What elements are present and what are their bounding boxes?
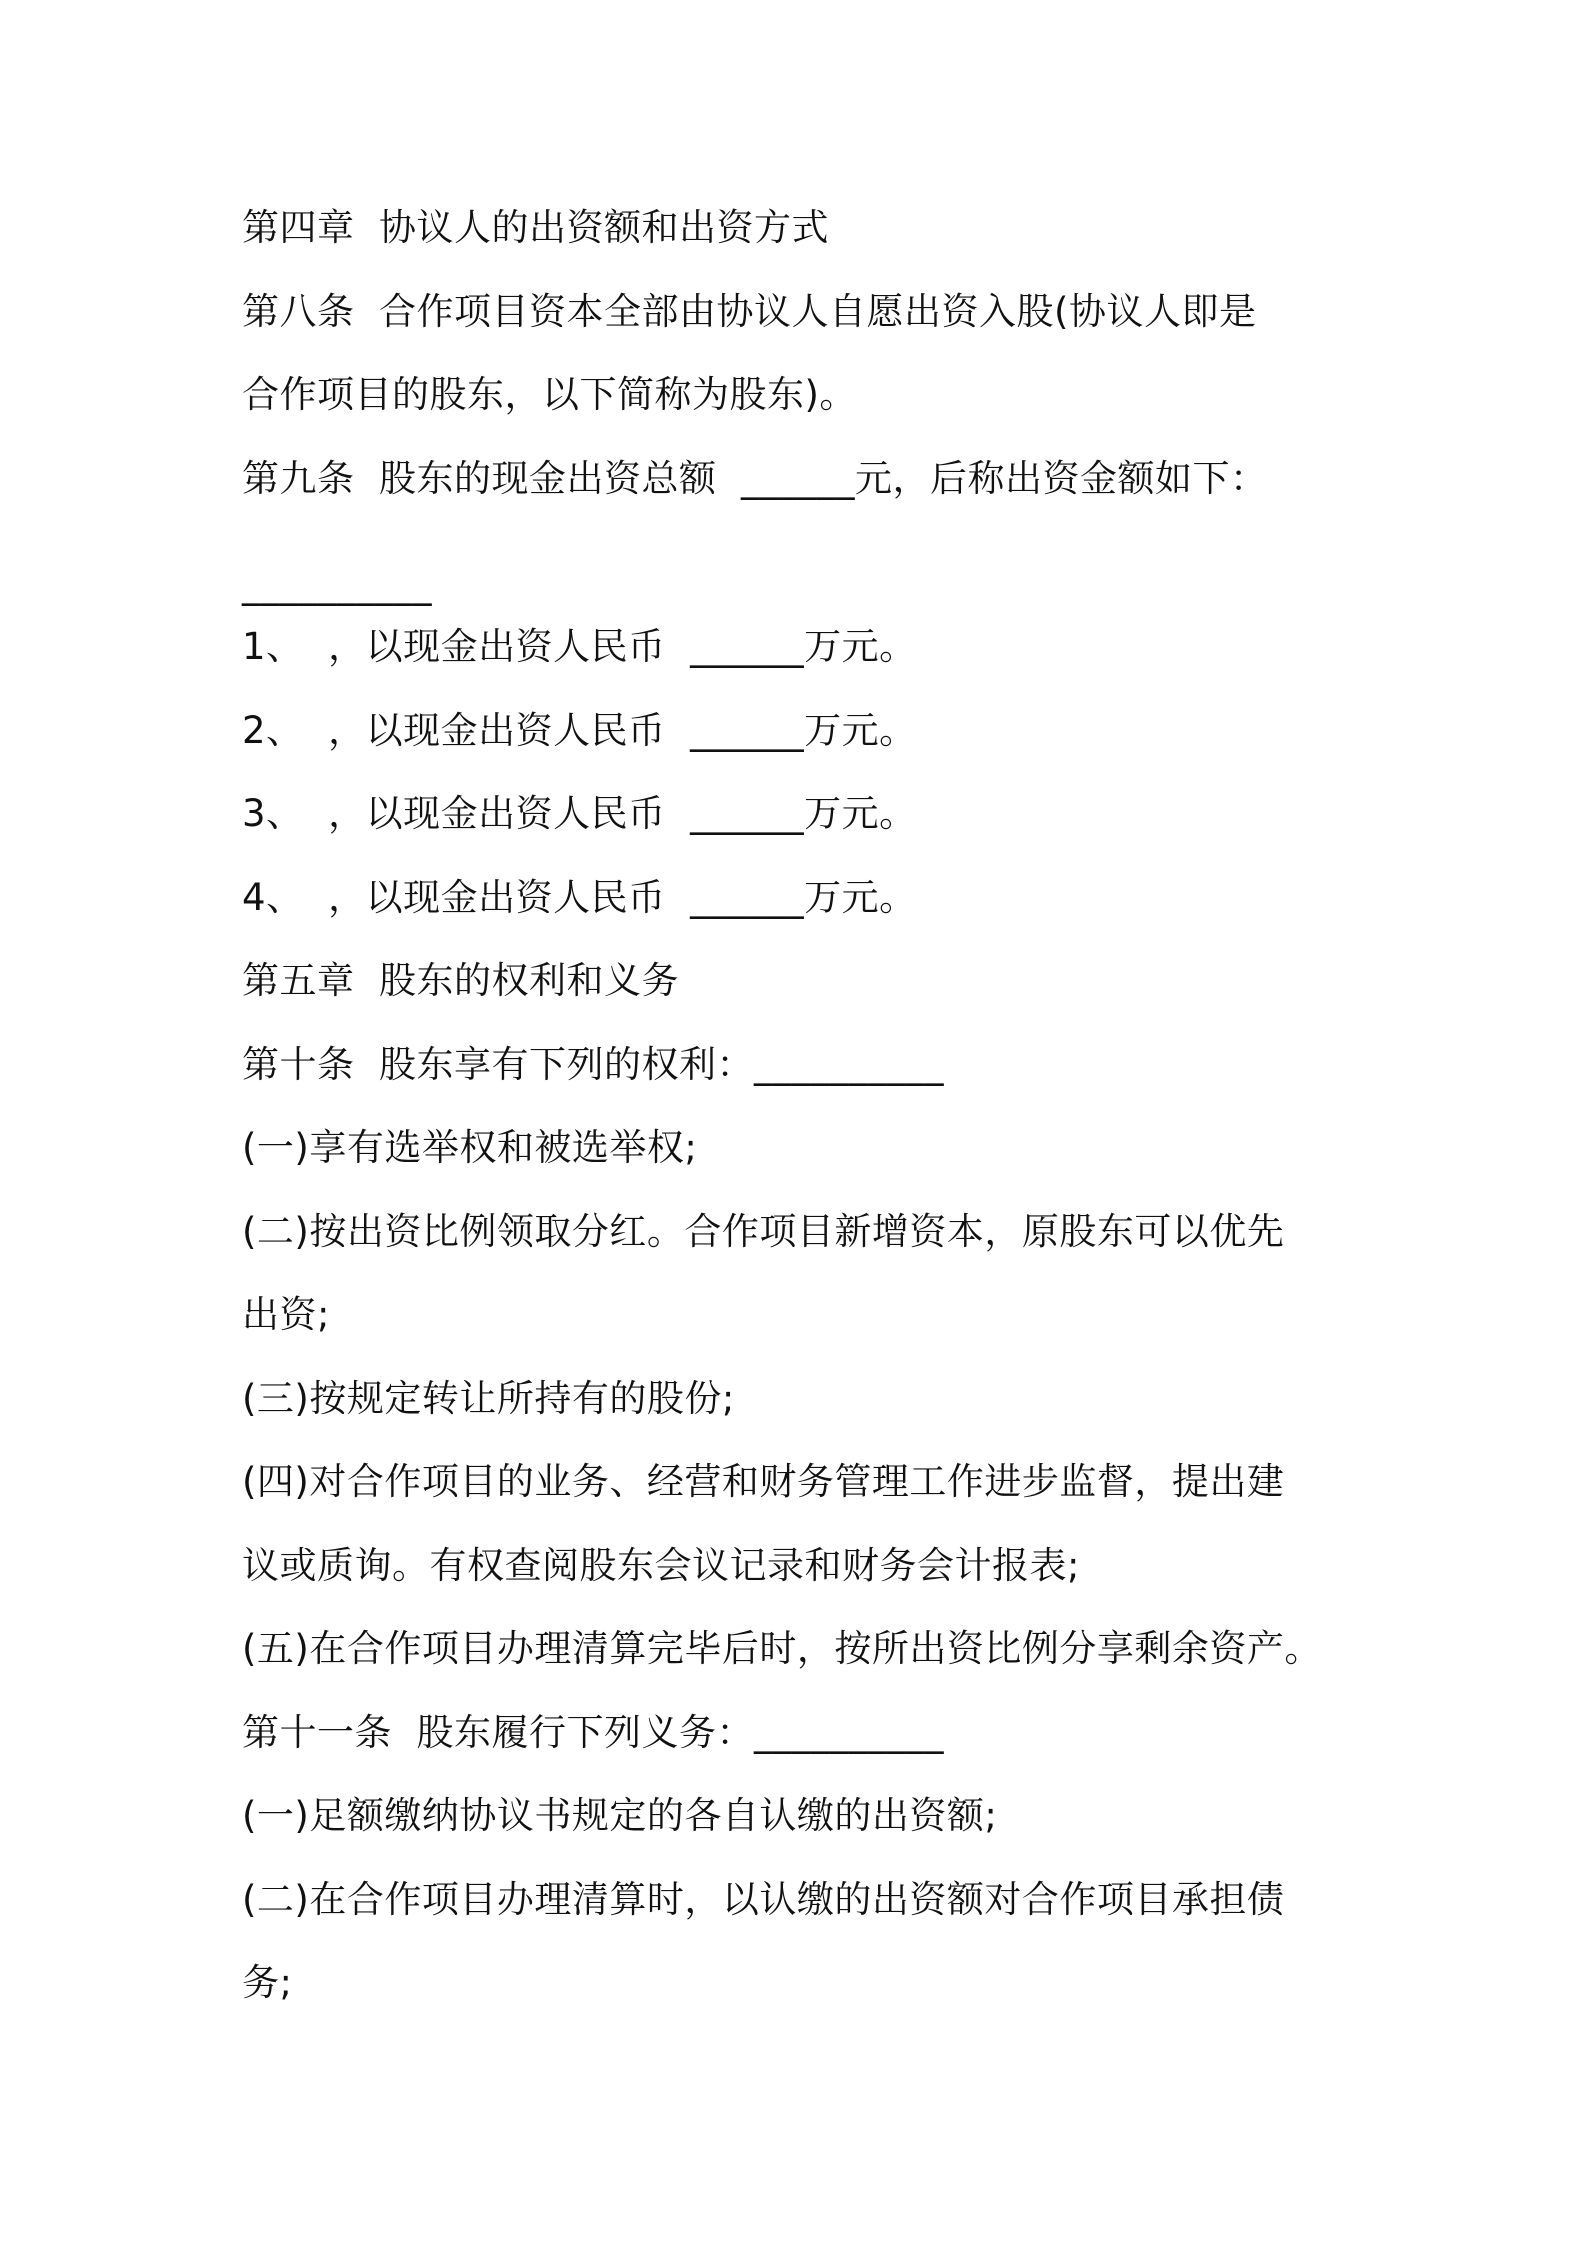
right-item-1: (一)享有选举权和被选举权; (242, 1126, 698, 1169)
right-item-4-line-2: 议或质询。有权查阅股东会议记录和财务会计报表; (242, 1544, 1080, 1587)
duty-item-2-line-2: 务; (242, 1961, 293, 2004)
article-8-line-1: 第八条 合作项目资本全部由协议人自愿出资入股(协议人即是 (242, 290, 1257, 333)
duty-item-2-line-1: (二)在合作项目办理清算时，以认缴的出资额对合作项目承担债 (242, 1878, 1285, 1921)
contribution-item-2: 2、 ，以现金出资人民币 ______万元。 (242, 709, 917, 752)
blank-line: __________ (242, 563, 432, 606)
contribution-item-3: 3、 ，以现金出资人民币 ______万元。 (242, 792, 917, 835)
article-11-line: 第十一条 股东履行下列义务：__________ (242, 1711, 945, 1754)
right-item-4-line-1: (四)对合作项目的业务、经营和财务管理工作进步监督，提出建 (242, 1460, 1285, 1503)
right-item-3: (三)按规定转让所持有的股份; (242, 1377, 735, 1420)
right-item-5: (五)在合作项目办理清算完毕后时，按所出资比例分享剩余资产。 (242, 1627, 1322, 1670)
article-10-line: 第十条 股东享有下列的权利：__________ (242, 1043, 945, 1086)
duty-item-1: (一)足额缴纳协议书规定的各自认缴的出资额; (242, 1794, 998, 1837)
article-9-line: 第九条 股东的现金出资总额 ______元，后称出资金额如下： (242, 457, 1268, 500)
contribution-item-4: 4、 ，以现金出资人民币 ______万元。 (242, 876, 917, 919)
right-item-2-line-1: (二)按出资比例领取分红。合作项目新增资本，原股东可以优先 (242, 1210, 1285, 1253)
chapter-4-heading: 第四章 协议人的出资额和出资方式 (242, 206, 830, 249)
right-item-2-line-2: 出资; (242, 1293, 330, 1336)
article-8-line-2: 合作项目的股东，以下简称为股东)。 (242, 373, 857, 416)
chapter-5-heading: 第五章 股东的权利和义务 (242, 959, 680, 1002)
contribution-item-1: 1、 ，以现金出资人民币 ______万元。 (242, 625, 917, 668)
